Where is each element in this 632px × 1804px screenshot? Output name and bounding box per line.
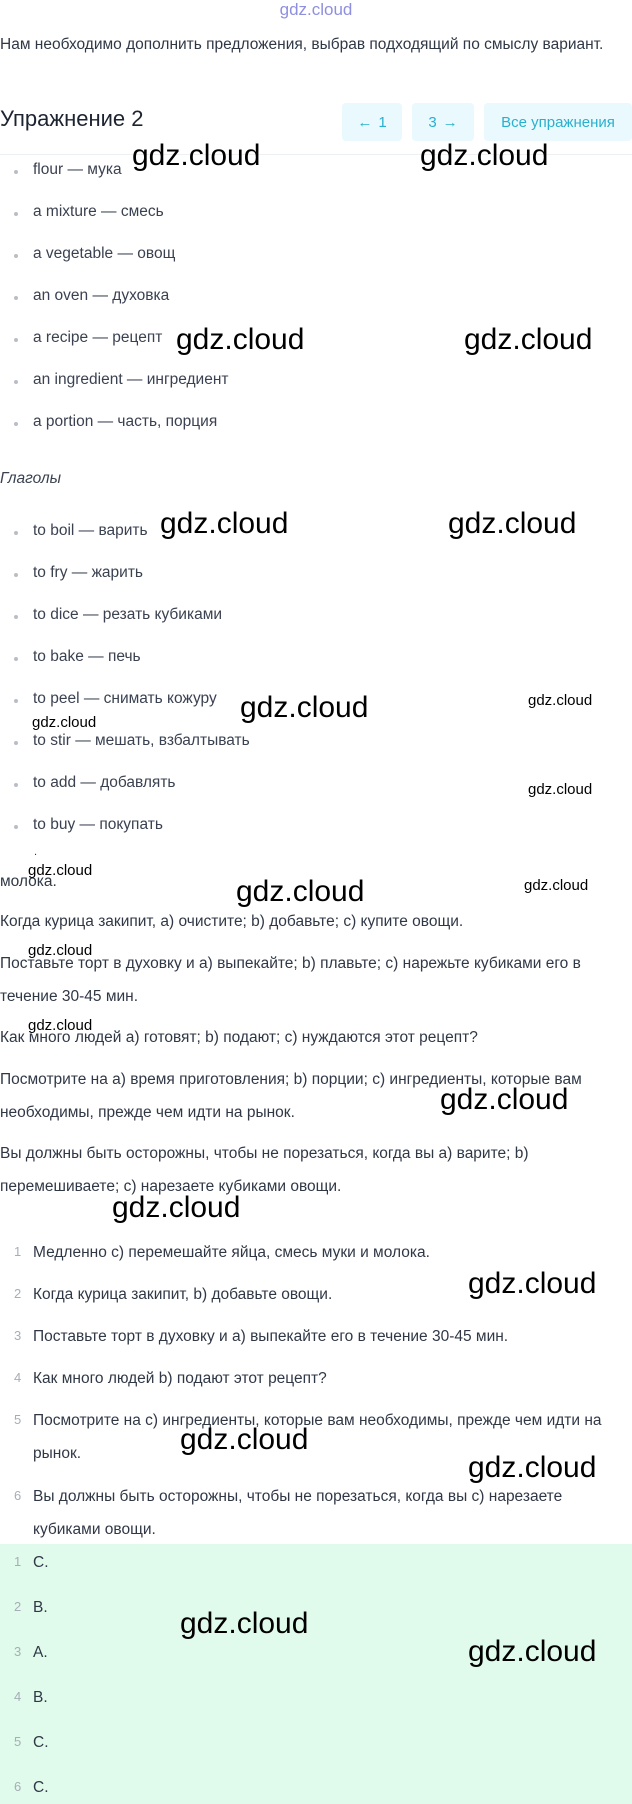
solution-text: Медленно c) перемешайте яйца, смесь муки и молока. (33, 1244, 430, 1261)
answer-text: C. (33, 1734, 49, 1751)
watermark: gdz.cloud (112, 1191, 241, 1224)
arrow-right-icon: → (442, 113, 458, 131)
answer-number: 1 (14, 1554, 22, 1569)
watermark: gdz.cloud (448, 507, 577, 540)
list-item: to bake — печь (33, 648, 141, 665)
task-paragraph: молока. (0, 873, 57, 890)
exercise-title: Упражнение 2 (0, 106, 144, 131)
answer-text: C. (33, 1554, 49, 1571)
watermark: gdz.cloud (28, 862, 93, 879)
list-item: to peel — снимать кожуру (33, 690, 217, 707)
watermark: gdz.cloud (420, 139, 549, 172)
all-exercises-button[interactable] (484, 103, 632, 141)
bullet-icon (14, 699, 18, 703)
watermark: gdz.cloud (132, 139, 261, 172)
prev-exercise-button[interactable] (342, 103, 402, 141)
bullet-icon (14, 615, 18, 619)
watermark: gdz.cloud (240, 691, 369, 724)
solution-text: Посмотрите на c) ингредиенты, которые вам необходимы, прежде чем идти на рынок. (33, 1412, 602, 1462)
answer-number: 4 (14, 1689, 22, 1704)
task-paragraph: Посмотрите на a) время приготовления; b) порции; c) ингредиенты, которые вам необходимы, прежде чем идти на рынок. (0, 1071, 582, 1121)
watermark: gdz.cloud (180, 1423, 309, 1456)
list-item: a recipe — рецепт (33, 329, 163, 346)
task-paragraph: Вы должны быть осторожны, чтобы не порезаться, когда вы a) варите; b) перемешиваете; c) нарезаете кубиками овощи. (0, 1145, 529, 1195)
list-item: a portion — часть, порция (33, 413, 218, 430)
bullet-icon (14, 825, 18, 829)
answer-text: B. (33, 1689, 48, 1706)
task-paragraph: Как много людей a) готовят; b) подают; c) нуждаются этот рецепт? (0, 1029, 478, 1046)
bullet-icon (14, 380, 18, 384)
answer-number: 3 (14, 1644, 22, 1659)
list-item: a vegetable — овощ (33, 245, 176, 262)
solution-text: Когда курица закипит, b) добавьте овощи. (33, 1286, 333, 1303)
all-exercises-label: Все упражнения (501, 113, 615, 131)
row-number: 3 (14, 1328, 22, 1343)
bullet-icon (14, 296, 18, 300)
list-item: flour — мука (33, 161, 122, 178)
prev-exercise-label: 1 (378, 113, 387, 131)
bullet-icon (14, 783, 18, 787)
bullet-icon (14, 338, 18, 342)
watermark: gdz.cloud (180, 1607, 309, 1640)
answers-block (0, 1544, 632, 1804)
list-item: to add — добавлять (33, 774, 176, 791)
row-number: 2 (14, 1286, 22, 1301)
next-exercise-label: 3 (428, 113, 437, 131)
intro-text: Нам необходимо дополнить предложения, выбрав подходящий по смыслу вариант. (0, 36, 604, 53)
list-item: to fry — жарить (33, 564, 144, 581)
row-number: 4 (14, 1370, 22, 1385)
bullet-icon (14, 741, 18, 745)
task-paragraph: Когда курица закипит, a) очистите; b) добавьте; c) купите овощи. (0, 913, 464, 930)
row-number: 1 (14, 1244, 22, 1259)
answer-text: B. (33, 1599, 48, 1616)
bullet-icon (14, 531, 18, 535)
arrow-left-icon: ← (357, 113, 373, 131)
bullet-icon (14, 212, 18, 216)
bullet-icon (14, 657, 18, 661)
watermark: gdz.cloud (464, 323, 593, 356)
watermark: gdz.cloud (440, 1083, 569, 1116)
bullet-icon (14, 422, 18, 426)
watermark: gdz.cloud (176, 323, 305, 356)
watermark: gdz.cloud (160, 507, 289, 540)
list-item: to boil — варить (33, 522, 148, 539)
dot-mark: . (34, 846, 38, 858)
solution-text: Как много людей b) подают этот рецепт? (33, 1370, 327, 1387)
row-number: 5 (14, 1412, 22, 1427)
task-paragraph: Поставьте торт в духовку и a) выпекайте; b) плавьте; c) нарежьте кубиками его в течение 30-45 мин. (0, 955, 581, 1005)
solution-text: Поставьте торт в духовку и a) выпекайте его в течение 30-45 мин. (33, 1328, 509, 1345)
watermark: gdz.cloud (468, 1451, 597, 1484)
answer-number: 5 (14, 1734, 22, 1749)
list-item: an oven — духовка (33, 287, 170, 304)
answer-number: 6 (14, 1779, 22, 1794)
list-item: a mixture — смесь (33, 203, 164, 220)
list-item: to stir — мешать, взбалтывать (33, 732, 250, 749)
top-watermark: gdz.cloud (279, 0, 353, 19)
watermark: gdz.cloud (32, 714, 97, 731)
next-exercise-button[interactable] (412, 103, 474, 141)
list-item: to buy — покупать (33, 816, 163, 833)
list-item: an ingredient — ингредиент (33, 371, 229, 388)
watermark: gdz.cloud (468, 1267, 597, 1300)
row-number: 6 (14, 1488, 22, 1503)
watermark: gdz.cloud (528, 781, 593, 798)
watermark: gdz.cloud (236, 875, 365, 908)
list-item: to dice — резать кубиками (33, 606, 223, 623)
watermark: gdz.cloud (524, 877, 589, 894)
answer-number: 2 (14, 1599, 22, 1614)
watermark: gdz.cloud (528, 692, 593, 709)
answer-text: A. (33, 1644, 48, 1661)
watermark: gdz.cloud (28, 1017, 93, 1034)
bullet-icon (14, 170, 18, 174)
watermark: gdz.cloud (468, 1635, 597, 1668)
bullet-icon (14, 254, 18, 258)
verbs-section-title: Глаголы (0, 470, 62, 487)
bullet-icon (14, 573, 18, 577)
watermark: gdz.cloud (28, 942, 93, 959)
answer-text: C. (33, 1779, 49, 1796)
solution-text: Вы должны быть осторожны, чтобы не порезаться, когда вы c) нарезаете кубиками овощи. (33, 1488, 563, 1538)
